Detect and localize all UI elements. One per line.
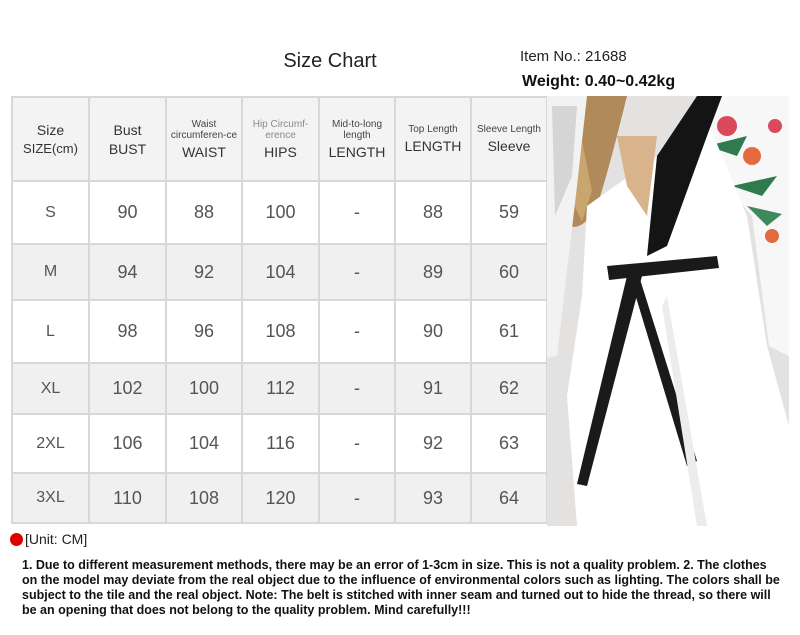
waist-cell: 96 bbox=[166, 300, 242, 363]
size-chart-table bbox=[11, 96, 548, 524]
dress-model-illustration bbox=[547, 96, 789, 526]
top-length-cell: 88 bbox=[395, 181, 471, 244]
sleeve-cell: 62 bbox=[471, 363, 547, 414]
hips-cell: 112 bbox=[242, 363, 319, 414]
bust-cell: 94 bbox=[89, 244, 166, 300]
sleeve-cell: 59 bbox=[471, 181, 547, 244]
product-photo bbox=[547, 96, 789, 526]
hips-cell: 120 bbox=[242, 473, 319, 523]
mid-length-cell: - bbox=[319, 244, 395, 300]
mid-length-cell: - bbox=[319, 473, 395, 523]
unit-label bbox=[10, 531, 87, 547]
table-row bbox=[12, 181, 547, 244]
bust-cell: 102 bbox=[89, 363, 166, 414]
bust-cell: 110 bbox=[89, 473, 166, 523]
hips-cell: 108 bbox=[242, 300, 319, 363]
top-length-cell: 90 bbox=[395, 300, 471, 363]
waist-cell: 108 bbox=[166, 473, 242, 523]
mid-length-cell: - bbox=[319, 181, 395, 244]
waist-cell: 100 bbox=[166, 363, 242, 414]
header-mid-length: Mid-to-long length LENGTH bbox=[319, 97, 395, 181]
table-row bbox=[12, 414, 547, 473]
disclaimer-note: 1. Due to different measurement methods, there may be an error of 1-3cm in size. This is not a quality problem. 2. The clothes on the model may deviate from the real object due to the influence of environmental colors such as lighting. The colors shall be subject to the tile and the real object. Note: The belt is stitched with inner seam and turned out to hide the thread, so there will be an opening that does not belong to the quality problem. Mind carefully!!! bbox=[22, 558, 780, 617]
header-hips: Hip Circumf-erence HIPS bbox=[242, 97, 319, 181]
size-cell: L bbox=[12, 300, 89, 363]
waist-cell: 88 bbox=[166, 181, 242, 244]
table-row bbox=[12, 363, 547, 414]
sleeve-cell: 63 bbox=[471, 414, 547, 473]
header-top-length: Top Length LENGTH bbox=[395, 97, 471, 181]
table-row bbox=[12, 300, 547, 363]
hips-cell: 116 bbox=[242, 414, 319, 473]
item-weight: Weight: 0.40~0.42kg bbox=[522, 73, 676, 90]
top-length-cell: 91 bbox=[395, 363, 471, 414]
hips-cell: 100 bbox=[242, 181, 319, 244]
size-cell: 3XL bbox=[12, 473, 89, 523]
header-size: Size SIZE(cm) bbox=[12, 97, 89, 181]
sleeve-cell: 61 bbox=[471, 300, 547, 363]
header-waist: Waist circumferen-ce WAIST bbox=[166, 97, 242, 181]
sleeve-cell: 60 bbox=[471, 244, 547, 300]
red-dot-icon bbox=[10, 533, 23, 546]
waist-cell: 92 bbox=[166, 244, 242, 300]
bust-cell: 106 bbox=[89, 414, 166, 473]
bust-cell: 90 bbox=[89, 181, 166, 244]
top-length-cell: 89 bbox=[395, 244, 471, 300]
page-title: Size Chart bbox=[283, 50, 377, 72]
top-length-cell: 93 bbox=[395, 473, 471, 523]
size-cell: 2XL bbox=[12, 414, 89, 473]
size-cell: M bbox=[12, 244, 89, 300]
table-row bbox=[12, 244, 547, 300]
mid-length-cell: - bbox=[319, 414, 395, 473]
sleeve-cell: 64 bbox=[471, 473, 547, 523]
mid-length-cell: - bbox=[319, 363, 395, 414]
size-cell: S bbox=[12, 181, 89, 244]
table-header-row bbox=[12, 97, 547, 181]
top-length-cell: 92 bbox=[395, 414, 471, 473]
hips-cell: 104 bbox=[242, 244, 319, 300]
bust-cell: 98 bbox=[89, 300, 166, 363]
mid-length-cell: - bbox=[319, 300, 395, 363]
item-number: Item No.: 21688 bbox=[520, 48, 627, 65]
unit-text: [Unit: CM] bbox=[25, 531, 88, 547]
table-row bbox=[12, 473, 547, 523]
size-cell: XL bbox=[12, 363, 89, 414]
waist-cell: 104 bbox=[166, 414, 242, 473]
header-bust: Bust BUST bbox=[89, 97, 166, 181]
header-sleeve: Sleeve Length Sleeve bbox=[471, 97, 547, 181]
